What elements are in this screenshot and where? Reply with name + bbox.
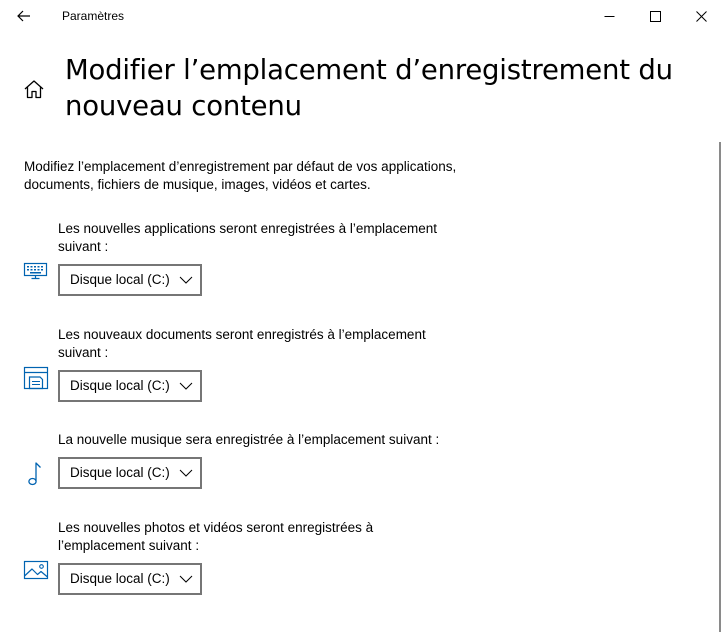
chevron-down-icon [179,379,193,393]
dropdown-value: Disque local (C:) [70,465,170,480]
music-icon [23,461,49,487]
chevron-down-icon [179,572,193,586]
scrollbar[interactable] [719,142,721,632]
photos-location-dropdown[interactable] [58,563,202,595]
minimize-icon [604,11,615,22]
dropdown-value: Disque local (C:) [70,571,170,586]
home-icon [23,78,45,100]
page-description: Modifiez l’emplacement d’enregistrement par défaut de vos applications, documents, fichiers de musique, images, vidéos et cartes. [24,159,457,192]
setting-label: Les nouvelles applications seront enregistrées à l’emplacement suivant : [58,221,437,254]
dropdown-value: Disque local (C:) [70,378,170,393]
documents-location-dropdown[interactable] [58,370,202,402]
chevron-down-icon [179,273,193,287]
setting-new-documents [0,326,724,426]
setting-label: Les nouvelles photos et vidéos seront enregistrées à l’emplacement suivant : [58,520,374,553]
dropdown-value: Disque local (C:) [70,272,170,287]
chevron-down-icon [179,466,193,480]
close-icon [696,11,707,22]
setting-new-music [0,431,724,531]
maximize-button[interactable] [632,0,678,32]
documents-icon [23,365,49,391]
apps-location-dropdown[interactable] [58,264,202,296]
apps-icon [23,260,49,286]
photos-icon [23,558,49,584]
home-button[interactable] [23,78,45,100]
app-title: Paramètres [62,9,125,23]
close-button[interactable] [678,0,724,32]
setting-label: Les nouveaux documents seront enregistrés à l’emplacement suivant : [58,327,426,360]
setting-label: La nouvelle musique sera enregistrée à l’emplacement suivant : [58,432,440,447]
setting-new-photos [0,519,724,619]
back-button[interactable] [6,0,42,32]
music-location-dropdown[interactable] [58,457,202,489]
minimize-button[interactable] [586,0,632,32]
setting-new-apps [0,220,724,320]
title-bar [0,0,724,32]
arrow-left-icon [17,10,31,22]
page-title: Modifier l’emplacement d’enregistrement du nouveau contenu [65,54,673,122]
maximize-icon [650,11,661,22]
